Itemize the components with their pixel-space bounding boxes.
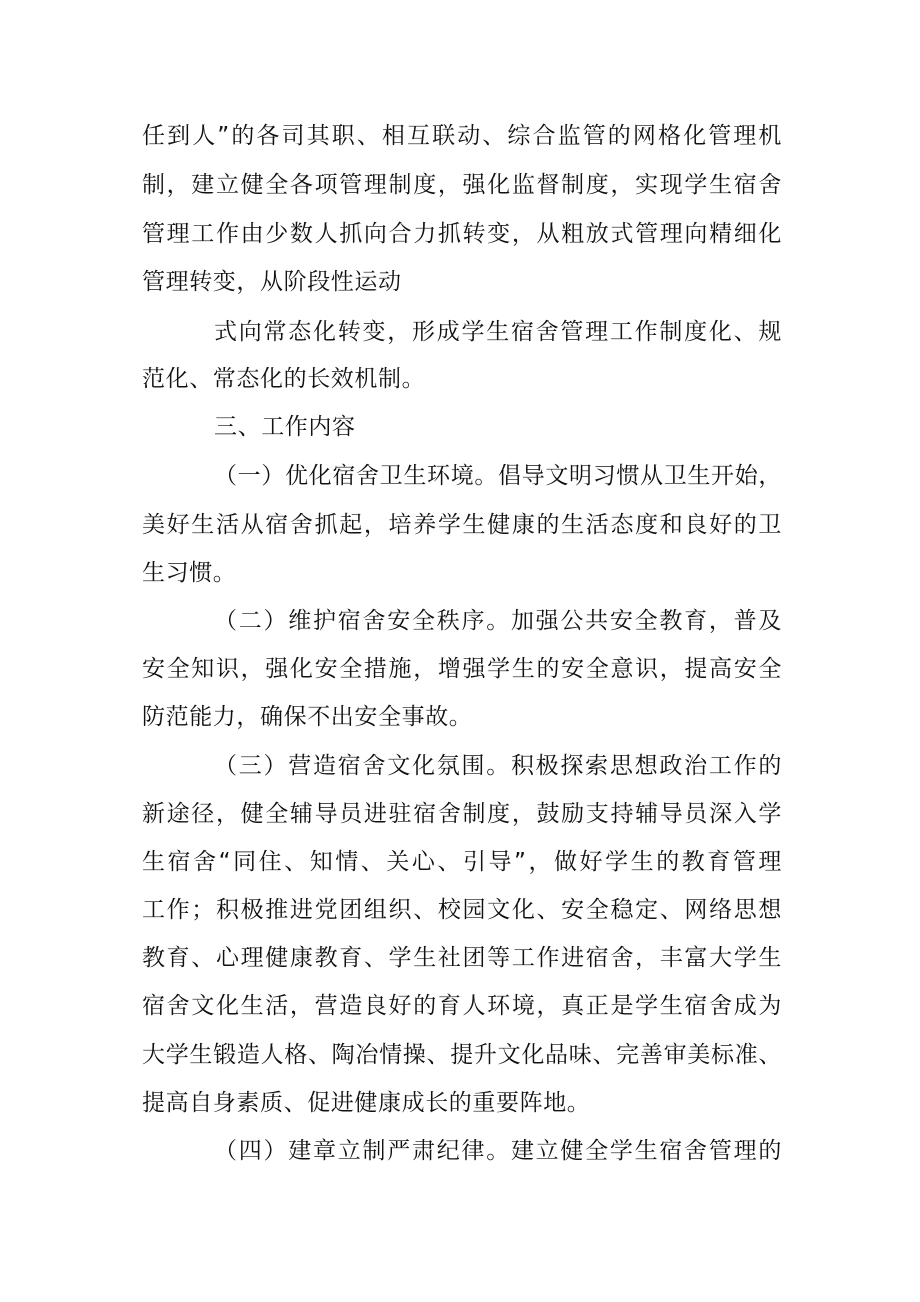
paragraph-line: 生宿舍“同住、知情、关心、引导”，做好学生的教育管理 bbox=[142, 849, 782, 875]
paragraph-line: 大学生锻造人格、陶冶情操、提升文化品味、完善审美标准、 bbox=[142, 1042, 782, 1068]
paragraph-line: 生习惯。 bbox=[142, 560, 237, 586]
paragraph-line: （二）维护宿舍安全秩序。加强公共安全教育，普及 bbox=[214, 608, 782, 634]
paragraph-line: （四）建章立制严肃纪律。建立健全学生宿舍管理的 bbox=[214, 1138, 782, 1164]
paragraph-line: 范化、常态化的长效机制。 bbox=[142, 366, 426, 392]
section-heading: 三、工作内容 bbox=[214, 414, 356, 440]
paragraph-line: （三）营造宿舍文化氛围。积极探索思想政治工作的 bbox=[214, 753, 782, 779]
paragraph-line: 式向常态化转变，形成学生宿舍管理工作制度化、规 bbox=[214, 319, 782, 345]
paragraph-line: 防范能力，确保不出安全事故。 bbox=[142, 704, 473, 730]
paragraph-line: 工作；积极推进党团组织、校园文化、安全稳定、网络思想 bbox=[142, 897, 782, 923]
paragraph-line: 新途径，健全辅导员进驻宿舍制度，鼓励支持辅导员深入学 bbox=[142, 801, 782, 827]
paragraph-line: 管理工作由少数人抓向合力抓转变，从粗放式管理向精细化 bbox=[142, 221, 782, 247]
paragraph-line: （一）优化宿舍卫生环境。倡导文明习惯从卫生开始， bbox=[214, 463, 782, 489]
paragraph-line: 制，建立健全各项管理制度，强化监督制度，实现学生宿舍 bbox=[142, 172, 782, 198]
paragraph-line: 美好生活从宿舍抓起，培养学生健康的生活态度和良好的卫 bbox=[142, 512, 782, 538]
paragraph-line: 提高自身素质、促进健康成长的重要阵地。 bbox=[142, 1090, 591, 1116]
paragraph-line: 任到人”的各司其职、相互联动、综合监管的网格化管理机 bbox=[142, 123, 782, 149]
paragraph-line: 宿舍文化生活，营造良好的育人环境，真正是学生宿舍成为 bbox=[142, 993, 782, 1019]
paragraph-line: 教育、心理健康教育、学生社团等工作进宿舍，丰富大学生 bbox=[142, 945, 782, 971]
paragraph-line: 安全知识，强化安全措施，增强学生的安全意识，提高安全 bbox=[142, 656, 782, 682]
paragraph-line: 管理转变，从阶段性运动 bbox=[142, 269, 402, 295]
